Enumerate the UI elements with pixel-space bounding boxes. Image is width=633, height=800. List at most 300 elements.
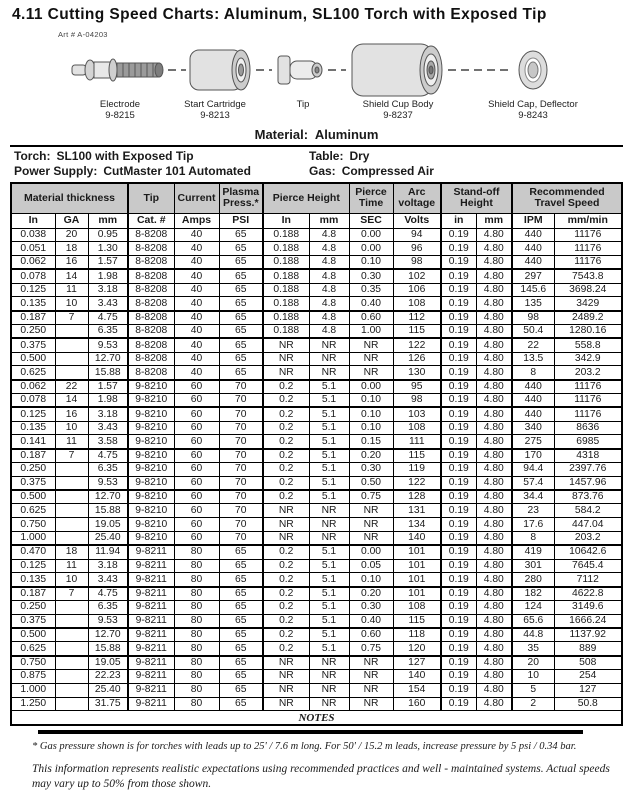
table-cell: 9-8210 <box>128 490 174 504</box>
table-cell: 80 <box>174 545 219 559</box>
table-cell: 9-8211 <box>128 628 174 642</box>
table-cell: 0.19 <box>441 670 476 684</box>
table-cell: 4.80 <box>476 352 512 366</box>
table-cell: 0.19 <box>441 228 476 242</box>
table-cell: NR <box>349 656 393 670</box>
table-cell: 0.188 <box>263 297 309 311</box>
table-cell: NR <box>309 504 349 518</box>
torch-label: Torch: <box>14 149 51 163</box>
table-row <box>11 683 622 697</box>
table-cell: 0.19 <box>441 463 476 477</box>
table-cell: 0.2 <box>263 421 309 435</box>
table-cell: 0.500 <box>11 628 55 642</box>
table-cell: 124 <box>512 601 554 615</box>
table-cell: 0.19 <box>441 656 476 670</box>
table-row <box>11 670 622 684</box>
table-cell: 0.95 <box>88 228 128 242</box>
table-cell: 4.75 <box>88 449 128 463</box>
table-cell: 5.1 <box>309 490 349 504</box>
footnotes <box>32 740 613 792</box>
table-row <box>11 256 622 270</box>
table-cell: 0.15 <box>349 435 393 449</box>
table-cell: 70 <box>219 394 263 408</box>
column-unit-header: Volts <box>393 213 441 228</box>
part-label-shield-cap-deflector <box>478 99 588 121</box>
table-row <box>11 614 622 628</box>
table-cell: 0.40 <box>349 614 393 628</box>
table-cell: 10 <box>55 297 88 311</box>
table-cell: 60 <box>174 532 219 546</box>
table-cell: 0.625 <box>11 504 55 518</box>
table-cell: 3.18 <box>88 283 128 297</box>
table-row <box>11 269 622 283</box>
table-cell: 101 <box>393 545 441 559</box>
table-cell: 154 <box>393 683 441 697</box>
table-cell: 8-8208 <box>128 338 174 352</box>
table-cell: 4.80 <box>476 394 512 408</box>
table-cell: 0.00 <box>349 228 393 242</box>
table-cell: 70 <box>219 380 263 394</box>
table-cell: 11.94 <box>88 545 128 559</box>
table-cell: 9-8211 <box>128 670 174 684</box>
column-unit-header: In <box>11 213 55 228</box>
column-group-header: Material thickness <box>11 183 128 213</box>
table-cell: NR <box>309 670 349 684</box>
table-group-header-row <box>11 183 622 213</box>
table-cell: 5.1 <box>309 614 349 628</box>
table-cell: 11 <box>55 435 88 449</box>
table-cell: 70 <box>219 490 263 504</box>
table-cell: 4.80 <box>476 601 512 615</box>
table-cell: 0.188 <box>263 283 309 297</box>
table-cell: 80 <box>174 683 219 697</box>
column-unit-header: in <box>441 213 476 228</box>
table-cell: 0.19 <box>441 504 476 518</box>
table-cell: 15.88 <box>88 366 128 380</box>
table-cell: 5.1 <box>309 601 349 615</box>
table-cell: 101 <box>393 573 441 587</box>
start-cartridge-drawing <box>190 50 250 90</box>
table-cell: 0.2 <box>263 380 309 394</box>
table-cell: 10642.6 <box>554 545 622 559</box>
table-cell: 0.19 <box>441 532 476 546</box>
table-cell: 35 <box>512 642 554 656</box>
table-cell: NR <box>349 697 393 711</box>
table-cell: 8-8208 <box>128 325 174 339</box>
table-cell: 40 <box>174 325 219 339</box>
table-cell: 0.062 <box>11 256 55 270</box>
table-cell <box>55 628 88 642</box>
table-cell: 95 <box>393 380 441 394</box>
table-cell: 4.75 <box>88 587 128 601</box>
table-cell: 9-8210 <box>128 421 174 435</box>
table-cell <box>55 642 88 656</box>
table-cell: 9-8210 <box>128 394 174 408</box>
table-cell: 1.250 <box>11 697 55 711</box>
table-cell: 60 <box>174 490 219 504</box>
table-cell: 11176 <box>554 228 622 242</box>
table-cell: 101 <box>393 559 441 573</box>
table-cell: 115 <box>393 614 441 628</box>
table-cell: 130 <box>393 366 441 380</box>
table-cell: 60 <box>174 504 219 518</box>
table-cell: NR <box>349 352 393 366</box>
material-heading <box>10 127 623 142</box>
table-row <box>11 656 622 670</box>
table-cell: 4.80 <box>476 573 512 587</box>
table-cell: 94 <box>393 228 441 242</box>
table-cell <box>55 504 88 518</box>
table-cell: 9-8210 <box>128 407 174 421</box>
table-cell: 0.19 <box>441 242 476 256</box>
table-cell: 0.19 <box>441 573 476 587</box>
column-unit-header: PSI <box>219 213 263 228</box>
table-cell: 3.18 <box>88 559 128 573</box>
table-cell: 182 <box>512 587 554 601</box>
table-cell: 65 <box>219 338 263 352</box>
table-cell: 1457.96 <box>554 476 622 490</box>
table-cell: 57.4 <box>512 476 554 490</box>
table-cell: 7 <box>55 311 88 325</box>
torch-parts-illustration <box>10 39 623 101</box>
table-cell: 0.19 <box>441 366 476 380</box>
bottom-divider <box>38 730 583 734</box>
table-cell: 3698.24 <box>554 283 622 297</box>
table-cell: 0.187 <box>11 311 55 325</box>
table-cell: 80 <box>174 601 219 615</box>
column-unit-header: Amps <box>174 213 219 228</box>
table-cell: 4.80 <box>476 311 512 325</box>
table-cell: 4.80 <box>476 587 512 601</box>
table-cell: 119 <box>393 463 441 477</box>
table-cell: 873.76 <box>554 490 622 504</box>
table-cell: 10 <box>55 421 88 435</box>
table-value: Dry <box>349 149 370 163</box>
table-cell: 889 <box>554 642 622 656</box>
table-cell: 11176 <box>554 407 622 421</box>
table-cell: 70 <box>219 449 263 463</box>
table-row <box>11 490 622 504</box>
table-cell: 508 <box>554 656 622 670</box>
table-cell: NR <box>309 532 349 546</box>
table-cell: 60 <box>174 476 219 490</box>
table-cell: 4.80 <box>476 256 512 270</box>
table-cell: 4.80 <box>476 463 512 477</box>
table-cell <box>55 366 88 380</box>
table-cell: 18 <box>55 545 88 559</box>
table-row <box>11 532 622 546</box>
column-group-header: Stand-off Height <box>441 183 512 213</box>
table-cell: 280 <box>512 573 554 587</box>
table-cell: 3.43 <box>88 297 128 311</box>
table-cell <box>55 601 88 615</box>
table-cell: 9-8211 <box>128 642 174 656</box>
table-cell: 70 <box>219 532 263 546</box>
part-number: 9-8243 <box>518 110 548 121</box>
table-cell: 0.375 <box>11 476 55 490</box>
table-cell: 102 <box>393 269 441 283</box>
table-cell: 70 <box>219 463 263 477</box>
table-row <box>11 518 622 532</box>
table-cell: 0.19 <box>441 545 476 559</box>
table-cell: 0.188 <box>263 228 309 242</box>
table-cell: 0.125 <box>11 407 55 421</box>
torch-info <box>14 149 309 164</box>
table-cell: 4.80 <box>476 683 512 697</box>
table-cell: 5.1 <box>309 587 349 601</box>
table-cell: NR <box>309 656 349 670</box>
table-cell: 0.2 <box>263 573 309 587</box>
table-cell: 9-8211 <box>128 601 174 615</box>
table-cell: 0.078 <box>11 269 55 283</box>
table-cell: 203.2 <box>554 532 622 546</box>
table-cell: 0.250 <box>11 463 55 477</box>
table-cell: 8636 <box>554 421 622 435</box>
table-cell: 0.625 <box>11 642 55 656</box>
table-cell: 4.80 <box>476 670 512 684</box>
table-cell: 0.19 <box>441 311 476 325</box>
table-row <box>11 311 622 325</box>
table-cell: 15.88 <box>88 642 128 656</box>
gas-info <box>309 164 434 179</box>
table-cell: 0.10 <box>349 256 393 270</box>
table-cell: 0.141 <box>11 435 55 449</box>
table-cell: 8-8208 <box>128 269 174 283</box>
table-cell: 4.80 <box>476 628 512 642</box>
table-cell: 1666.24 <box>554 614 622 628</box>
table-cell <box>55 463 88 477</box>
table-cell: 5.1 <box>309 449 349 463</box>
table-cell: 4.8 <box>309 311 349 325</box>
table-cell: 9-8210 <box>128 476 174 490</box>
table-cell: 5.1 <box>309 394 349 408</box>
table-cell: 440 <box>512 242 554 256</box>
table-cell: 4.80 <box>476 656 512 670</box>
table-row <box>11 697 622 711</box>
table-cell: 0.19 <box>441 394 476 408</box>
table-cell: 4.8 <box>309 325 349 339</box>
table-row <box>11 601 622 615</box>
table-cell: 440 <box>512 394 554 408</box>
table-cell: 1.00 <box>349 325 393 339</box>
table-cell: 4.8 <box>309 269 349 283</box>
table-cell: 4.8 <box>309 283 349 297</box>
column-unit-header: GA <box>55 213 88 228</box>
material-label: Material: <box>254 127 309 142</box>
table-cell: 8-8208 <box>128 366 174 380</box>
table-cell: 80 <box>174 642 219 656</box>
table-cell: 0.19 <box>441 283 476 297</box>
table-cell: 9-8211 <box>128 656 174 670</box>
table-cell: 50.8 <box>554 697 622 711</box>
table-cell: 9-8210 <box>128 532 174 546</box>
table-cell: 7 <box>55 587 88 601</box>
table-cell: 0.470 <box>11 545 55 559</box>
table-cell: 0.19 <box>441 683 476 697</box>
torch-value: SL100 with Exposed Tip <box>56 149 194 163</box>
table-cell: 8-8208 <box>128 242 174 256</box>
column-unit-header: mm <box>309 213 349 228</box>
table-cell: 17.6 <box>512 518 554 532</box>
table-cell: 6.35 <box>88 601 128 615</box>
table-cell: 0.125 <box>11 283 55 297</box>
torch-parts-diagram <box>10 39 623 127</box>
column-group-header: Tip <box>128 183 174 213</box>
table-cell: 0.500 <box>11 490 55 504</box>
table-cell: 2 <box>512 697 554 711</box>
table-cell: 126 <box>393 352 441 366</box>
table-cell: 94.4 <box>512 463 554 477</box>
table-cell: 0.2 <box>263 407 309 421</box>
part-name: Shield Cup Body <box>362 99 434 110</box>
table-cell: 20 <box>512 656 554 670</box>
table-cell: 44.8 <box>512 628 554 642</box>
table-cell: 65 <box>219 573 263 587</box>
table-cell: 12.70 <box>88 352 128 366</box>
table-cell: 0.187 <box>11 587 55 601</box>
table-row <box>11 407 622 421</box>
table-cell: NR <box>349 504 393 518</box>
table-cell: 0.062 <box>11 380 55 394</box>
table-cell: 128 <box>393 490 441 504</box>
table-cell: 65 <box>219 697 263 711</box>
table-cell: 9-8211 <box>128 573 174 587</box>
table-row <box>11 628 622 642</box>
table-cell: 8-8208 <box>128 311 174 325</box>
table-cell: 0.2 <box>263 476 309 490</box>
table-row <box>11 297 622 311</box>
table-cell: 4.80 <box>476 269 512 283</box>
table-cell: 0.375 <box>11 614 55 628</box>
table-cell: 440 <box>512 228 554 242</box>
table-cell: 60 <box>174 435 219 449</box>
table-cell: 0.19 <box>441 628 476 642</box>
table-cell: 131 <box>393 504 441 518</box>
table-cell: 254 <box>554 670 622 684</box>
table-cell: 40 <box>174 338 219 352</box>
material-value: Aluminum <box>314 127 379 142</box>
table-cell <box>55 338 88 352</box>
table-cell: 134 <box>393 518 441 532</box>
table-cell: 1.000 <box>11 532 55 546</box>
table-cell: 98 <box>393 256 441 270</box>
table-cell: 145.6 <box>512 283 554 297</box>
table-cell: 4.8 <box>309 242 349 256</box>
table-cell: 0.078 <box>11 394 55 408</box>
table-cell: 40 <box>174 311 219 325</box>
table-cell: 0.19 <box>441 559 476 573</box>
table-cell: 4.80 <box>476 697 512 711</box>
table-cell: 8 <box>512 366 554 380</box>
column-unit-header: In <box>263 213 309 228</box>
table-cell: 4.8 <box>309 228 349 242</box>
gas-value: Compressed Air <box>341 164 434 178</box>
table-cell: 9-8211 <box>128 697 174 711</box>
table-cell: 14 <box>55 269 88 283</box>
table-cell: 9-8211 <box>128 545 174 559</box>
power-supply-value: CutMaster 101 Automated <box>103 164 251 178</box>
table-cell: 11 <box>55 559 88 573</box>
table-cell: 0.188 <box>263 242 309 256</box>
table-cell: 4.80 <box>476 532 512 546</box>
table-row <box>11 504 622 518</box>
page-title: 4.11 Cutting Speed Charts: Aluminum, SL100 Torch with Exposed Tip <box>12 6 547 23</box>
table-cell: 0.10 <box>349 573 393 587</box>
table-cell: 5.1 <box>309 573 349 587</box>
table-cell: 6.35 <box>88 325 128 339</box>
table-cell: NR <box>263 504 309 518</box>
speed-table-body <box>11 228 622 711</box>
table-cell: 4.80 <box>476 366 512 380</box>
table-cell: 101 <box>393 587 441 601</box>
table-cell: 111 <box>393 435 441 449</box>
table-cell: 115 <box>393 325 441 339</box>
table-cell <box>55 532 88 546</box>
table-cell: 98 <box>512 311 554 325</box>
table-cell: 108 <box>393 297 441 311</box>
table-cell: NR <box>263 683 309 697</box>
table-cell: 65 <box>219 587 263 601</box>
table-cell: 0.10 <box>349 394 393 408</box>
setup-info-block <box>10 145 623 182</box>
table-cell: 0.30 <box>349 269 393 283</box>
table-cell: 0.19 <box>441 338 476 352</box>
table-row <box>11 394 622 408</box>
table-cell: 160 <box>393 697 441 711</box>
table-cell: NR <box>349 532 393 546</box>
table-cell: 4.80 <box>476 642 512 656</box>
table-cell: 96 <box>393 242 441 256</box>
table-cell: 9-8211 <box>128 559 174 573</box>
table-cell: 16 <box>55 256 88 270</box>
table-cell: 7645.4 <box>554 559 622 573</box>
part-name: Shield Cap, Deflector <box>488 99 578 110</box>
table-cell: 0.05 <box>349 559 393 573</box>
table-cell: 65 <box>219 256 263 270</box>
table-cell: 7543.8 <box>554 269 622 283</box>
table-cell: 1.57 <box>88 380 128 394</box>
table-cell: 40 <box>174 269 219 283</box>
column-group-header: Pierce Height <box>263 183 349 213</box>
table-cell: 0.19 <box>441 435 476 449</box>
part-number: 9-8213 <box>200 110 230 121</box>
table-cell: 70 <box>219 504 263 518</box>
table-cell: 9-8211 <box>128 683 174 697</box>
table-cell: 6985 <box>554 435 622 449</box>
table-cell: 0.20 <box>349 587 393 601</box>
table-cell: 65 <box>219 670 263 684</box>
table-cell: 0.125 <box>11 559 55 573</box>
table-cell: 0.2 <box>263 601 309 615</box>
table-cell: 0.19 <box>441 601 476 615</box>
table-cell: 40 <box>174 283 219 297</box>
table-label: Table: <box>309 149 344 163</box>
table-cell: 0.20 <box>349 449 393 463</box>
table-cell: 5.1 <box>309 476 349 490</box>
table-cell: 0.051 <box>11 242 55 256</box>
table-cell: 0.40 <box>349 297 393 311</box>
table-cell: 0.75 <box>349 642 393 656</box>
table-cell: 9.53 <box>88 338 128 352</box>
gas-pressure-footnote: * Gas pressure shown is for torches with leads up to 25' / 7.6 m long. For 50' / 15.2 m leads, increase pressure by 5 psi / 0.34 bar. <box>32 740 577 752</box>
table-cell: 60 <box>174 518 219 532</box>
table-cell: NR <box>309 366 349 380</box>
table-cell: NR <box>263 352 309 366</box>
table-cell: 112 <box>393 311 441 325</box>
table-info <box>309 149 369 164</box>
table-cell: 0.188 <box>263 311 309 325</box>
table-cell <box>55 670 88 684</box>
